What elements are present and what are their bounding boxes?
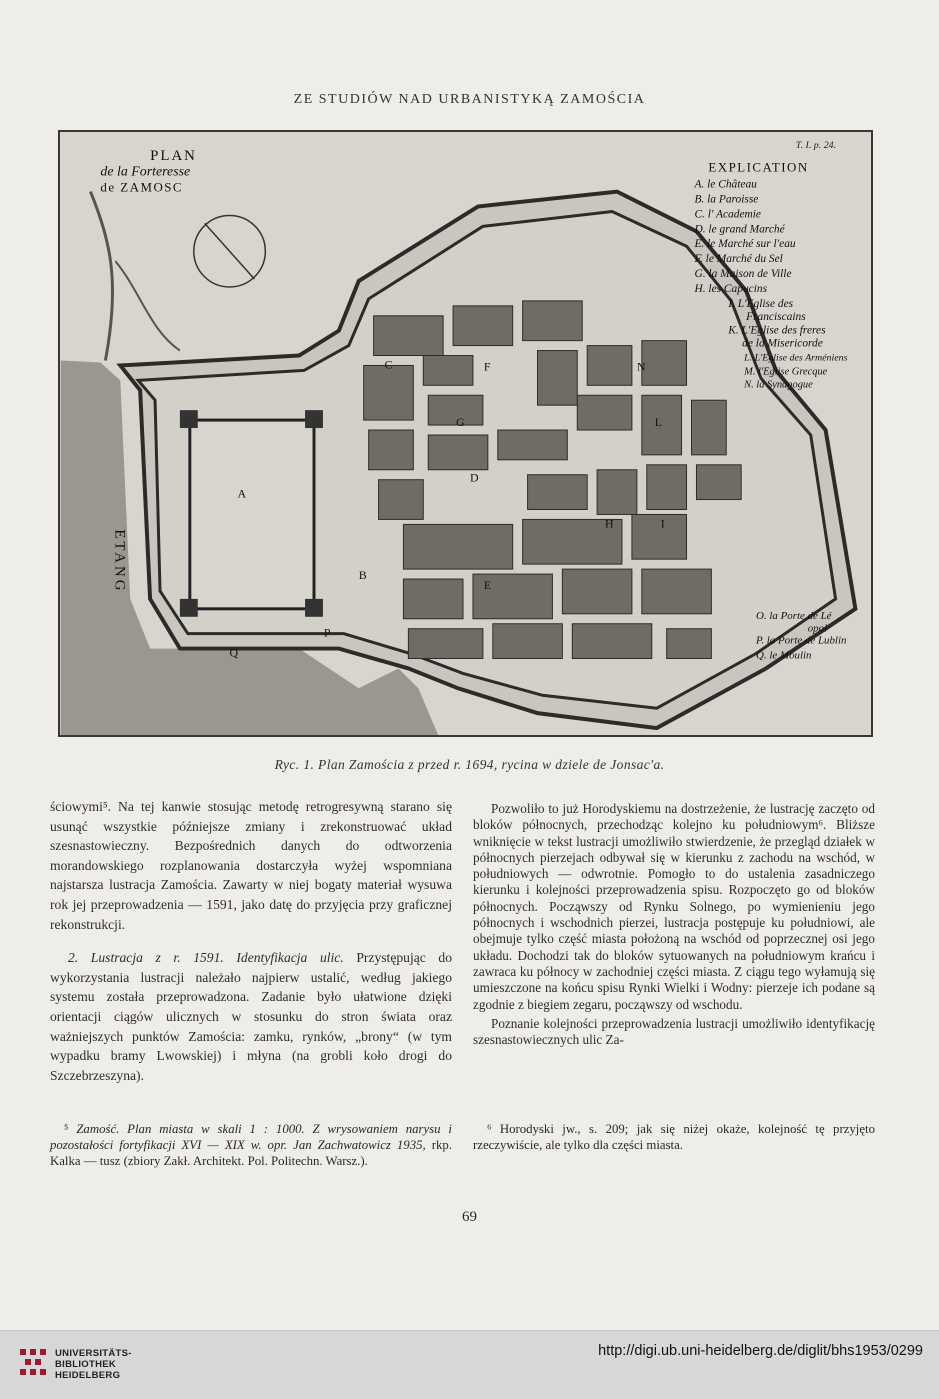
running-head: ZE STUDIÓW NAD URBANISTYKĄ ZAMOŚCIA	[293, 92, 646, 107]
library-name-line: UNIVERSITÄTS-	[55, 1348, 132, 1359]
map-etang-label: ETANG	[111, 529, 128, 594]
svg-text:D. le grand Marché: D. le grand Marché	[694, 223, 785, 236]
left-paragraph-1: ściowymi⁵. Na tej kanwie stosując metodę retrogresywną starano się usunąć wszystkie późniejsze zmiany i zrekonstruować układ szesnastowieczny. Bezpośrednich danych do odtworzenia morandowskiego rozplanowania dostarczyła wyżej wspomniana najstarsza lustracja Zamościa. Zawarty w niej bogaty materiał wysuwa rok jej przeprowadzenia — 1591, jako datę do przyjęcia przy graficznej rekonstrukcji.	[50, 799, 452, 932]
svg-text:H. les Capucins: H. les Capucins	[694, 282, 768, 295]
castle-tower	[305, 410, 323, 428]
left-column	[50, 797, 452, 1085]
fortress-plan-figure	[58, 130, 873, 737]
fortress-plan-engraving	[60, 132, 871, 735]
permalink-url[interactable]: http://digi.ub.uni-heidelberg.de/diglit/bhs1953/0299	[598, 1343, 923, 1359]
svg-text:L. L'Eglise des Arméniens: L. L'Eglise des Arméniens	[744, 352, 848, 364]
svg-text:L: L	[654, 415, 663, 430]
page-number: 69	[462, 1209, 477, 1225]
left-paragraph-2	[50, 948, 452, 1085]
svg-text:Q. le Moulin: Q. le Moulin	[756, 649, 812, 662]
svg-text:B: B	[358, 568, 367, 583]
svg-text:F: F	[483, 359, 491, 374]
library-name-line: BIBLIOTHEK	[55, 1359, 117, 1370]
river-branch	[115, 261, 180, 350]
castle-block	[190, 420, 314, 609]
svg-text:E. le Marché sur l'eau: E. le Marché sur l'eau	[694, 238, 796, 251]
footnote-5-italic: Zamość. Plan miasta w skali 1 : 1000. Z wrysowaniem narysu i pozostałości fortyfikacji XVI — XIX w. opr. Jan Zachwatowicz 1935,	[50, 1122, 452, 1153]
svg-text:A: A	[237, 486, 247, 501]
svg-text:EXPLICATION: EXPLICATION	[708, 159, 809, 175]
svg-text:A. le Château: A. le Château	[694, 178, 757, 191]
svg-text:F. le Marché du Sel: F. le Marché du Sel	[694, 253, 783, 266]
svg-text:de la Misericorde: de la Misericorde	[742, 337, 823, 350]
castle-tower	[305, 599, 323, 617]
river-line	[90, 192, 112, 361]
footnote-5-end: rkp. Kalka — tusz (zbiory Zakł. Architekt. Pol. Politechn. Warsz.).	[50, 1138, 452, 1169]
svg-text:G: G	[456, 415, 465, 430]
svg-text:N. la Synagogue: N. la Synagogue	[744, 379, 813, 391]
svg-text:D: D	[469, 470, 479, 485]
svg-text:K. L'Eglise des freres: K. L'Eglise des freres	[728, 324, 826, 337]
svg-text:C. l' Academie: C. l' Academie	[694, 208, 762, 221]
library-name	[55, 1348, 132, 1381]
left-paragraph-2-text: Przystępując do wykorzystania lustracji należało najpierw ustalić, według jakiego systemu została przeprowadzona. Zadanie było ułatwione dzięki orientacji ciągów ulicznych w stosunku do stron świata oraz ważniejszych punktów Zamościa: zamku, rynków, „brony“ (w tym wypadku bramy Lwowskiej) i młyna (na grobli koło drogi do Szczebrzeszyna).	[50, 950, 452, 1083]
svg-text:E: E	[483, 577, 492, 592]
svg-text:C: C	[384, 357, 393, 372]
right-paragraph-1: Pozwoliło to już Horodyskiemu na dostrzeżenie, że lustrację zaczęto od bloków północnych, przechodząc kolejno ku południowym⁶. Bliższe wniknięcie w tekst lustracji umożliwiło stwierdzenie, że przegląd działek w północnych pierzejach odbywał się w kierunku z zachodu na wschód, w południowych — odwrotnie. Pomogło to do ustalenia zasadniczego kierunku i kolejności przeprowadzenia spisu. Rozpoczęto go od bloków północnych. Począwszy od Rynku Solnego, po wymienieniu jego północnych i wschodnich pierzei, lustracja postępuje ku południowi, ale obejmuje tylko część miasta położoną na wschód od poprzecznej osi jego układu. Dochodzi tak do bloków sytuowanych na południowym krańcu i zawraca ku północy w zachodniej części miasta. Z ciągu tego wyłamują się umieszczone na końcu spisu Rynki Wielki i Wodny: pierzeje ich podane są zgodnie z biegiem zegaru, począwszy od wschodu.	[473, 801, 875, 1012]
map-title	[100, 148, 197, 195]
footnote-5	[50, 1121, 452, 1170]
library-logo-icon	[18, 1347, 48, 1377]
castle-tower	[180, 599, 198, 617]
right-column	[473, 801, 875, 1048]
svg-text:I. L'Eglise des: I. L'Eglise des	[728, 297, 794, 310]
svg-text:P. la Porte de Lublin: P. la Porte de Lublin	[756, 634, 847, 647]
svg-text:B. la Paroisse: B. la Paroisse	[694, 193, 759, 206]
svg-text:de la Forteresse: de la Forteresse	[100, 164, 191, 180]
city-blocks	[364, 301, 741, 659]
svg-text:I: I	[660, 516, 665, 531]
svg-text:PLAN: PLAN	[150, 147, 197, 164]
svg-text:H: H	[605, 516, 614, 531]
library-name-line: HEIDELBERG	[55, 1370, 121, 1381]
svg-text:N: N	[636, 359, 646, 374]
compass-needle	[205, 223, 255, 279]
map-corner-mark: T. I. p. 24.	[795, 139, 837, 151]
footnote-5-marker: ⁵	[64, 1122, 77, 1136]
svg-text:Franciscains: Franciscains	[746, 310, 806, 323]
digitization-footer	[0, 1330, 939, 1399]
svg-text:G. la Maison de Ville: G. la Maison de Ville	[694, 268, 792, 281]
svg-text:M. l'Eglise Grecque: M. l'Eglise Grecque	[744, 366, 828, 378]
castle-tower	[180, 410, 198, 428]
svg-text:de ZAMOSC: de ZAMOSC	[100, 179, 184, 195]
figure-caption: Ryc. 1. Plan Zamościa z przed r. 1694, rycina w dziele de Jonsac'a.	[274, 757, 665, 772]
svg-text:O. la Porte de Lé: O. la Porte de Lé	[756, 609, 832, 622]
svg-text:P: P	[323, 625, 331, 640]
svg-text:opol: opol	[807, 622, 828, 635]
section-heading: 2. Lustracja z r. 1591. Identyfikacja ulic.	[68, 950, 344, 966]
footnote-6: ⁶ Horodyski jw., s. 209; jak się niżej okaże, kolejność tę przyjęto rzeczywiście, ale tylko dla części miasta.	[473, 1122, 875, 1153]
svg-text:Q: Q	[229, 645, 239, 660]
right-paragraph-2: Poznanie kolejności przeprowadzenia lustracji umożliwiło identyfikację szesnastowiecznych ulic Za-	[473, 1015, 875, 1048]
